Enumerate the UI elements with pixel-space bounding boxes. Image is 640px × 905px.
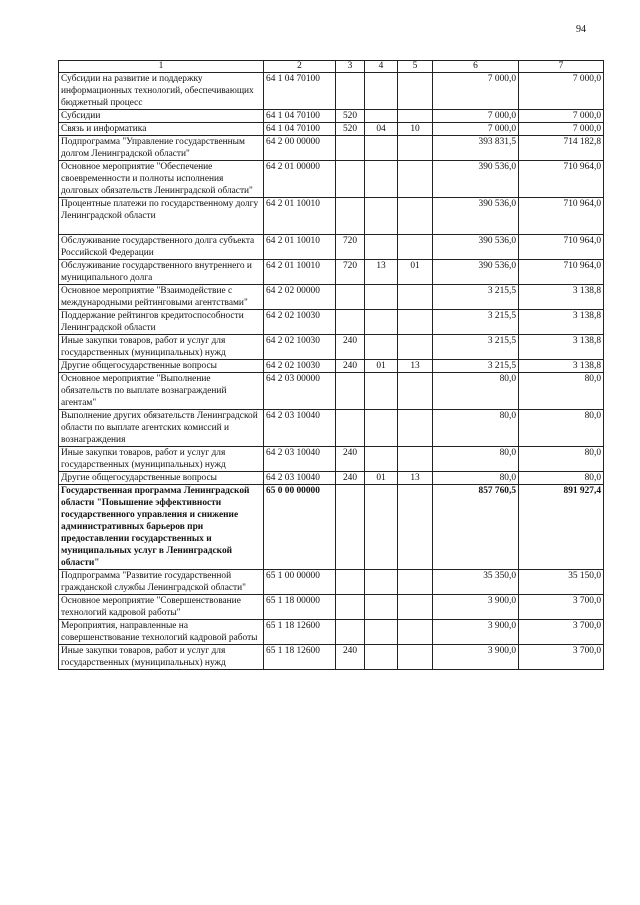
budget-table — [58, 60, 604, 670]
row-name: Основное мероприятие "Совершенствование технологий кадровой работы" — [59, 595, 264, 620]
row-expense-type: 520 — [336, 110, 365, 123]
row-code: 64 1 04 70100 — [264, 110, 336, 123]
row-subsection — [398, 310, 433, 335]
row-expense-type: 520 — [336, 123, 365, 136]
row-code: 64 2 02 10030 — [264, 310, 336, 335]
row-subsection — [398, 161, 433, 198]
row-code: 64 2 03 10040 — [264, 447, 336, 472]
row-name: Связь и информатика — [59, 123, 264, 136]
row-subsection — [398, 198, 433, 235]
row-code: 64 2 01 10010 — [264, 235, 336, 260]
row-amount-2: 35 150,0 — [519, 570, 604, 595]
row-subsection — [398, 645, 433, 670]
row-section — [365, 645, 398, 670]
row-expense-type — [336, 595, 365, 620]
column-header: 7 — [519, 61, 604, 73]
column-header: 1 — [59, 61, 264, 73]
row-amount-2: 80,0 — [519, 472, 604, 485]
row-section — [365, 620, 398, 645]
row-subsection: 01 — [398, 260, 433, 285]
row-expense-type: 240 — [336, 472, 365, 485]
row-expense-type — [336, 620, 365, 645]
row-section — [365, 161, 398, 198]
table-row — [59, 373, 604, 410]
table-row — [59, 110, 604, 123]
row-name: Поддержание рейтингов кредитоспособности Ленинградской области — [59, 310, 264, 335]
row-expense-type: 720 — [336, 235, 365, 260]
row-code: 64 1 04 70100 — [264, 73, 336, 110]
row-code: 64 2 00 00000 — [264, 136, 336, 161]
row-name: Выполнение других обязательств Ленинградской области по выплате агентских комиссий и вознаграждения — [59, 410, 264, 447]
row-name: Иные закупки товаров, работ и услуг для государственных (муниципальных) нужд — [59, 645, 264, 670]
row-name: Другие общегосударственные вопросы — [59, 472, 264, 485]
row-code: 64 1 04 70100 — [264, 123, 336, 136]
row-section — [365, 595, 398, 620]
row-subsection — [398, 570, 433, 595]
row-expense-type — [336, 485, 365, 570]
row-code: 65 1 18 00000 — [264, 595, 336, 620]
row-expense-type — [336, 198, 365, 235]
row-amount-2: 7 000,0 — [519, 73, 604, 110]
row-expense-type: 720 — [336, 260, 365, 285]
row-amount-2: 3 138,8 — [519, 285, 604, 310]
column-header: 2 — [264, 61, 336, 73]
row-subsection — [398, 73, 433, 110]
row-amount-1: 35 350,0 — [433, 570, 519, 595]
row-name: Субсидии на развитие и поддержку информационных технологий, обеспечивающих бюджетный процесс — [59, 73, 264, 110]
column-header: 5 — [398, 61, 433, 73]
row-amount-1: 3 900,0 — [433, 645, 519, 670]
row-section — [365, 136, 398, 161]
row-section — [365, 410, 398, 447]
row-name: Основное мероприятие "Взаимодействие с международными рейтинговыми агентствами" — [59, 285, 264, 310]
row-amount-2: 3 138,8 — [519, 360, 604, 373]
row-section: 01 — [365, 360, 398, 373]
row-code: 64 2 01 10010 — [264, 260, 336, 285]
row-code: 64 2 01 00000 — [264, 161, 336, 198]
row-code: 65 1 00 00000 — [264, 570, 336, 595]
row-subsection — [398, 136, 433, 161]
row-name: Процентные платежи по государственному долгу Ленинградской области — [59, 198, 264, 235]
row-section — [365, 373, 398, 410]
table-row — [59, 73, 604, 110]
row-amount-1: 7 000,0 — [433, 123, 519, 136]
row-amount-1: 3 215,5 — [433, 310, 519, 335]
table-row — [59, 198, 604, 235]
table-header-row — [59, 61, 604, 73]
row-subsection — [398, 285, 433, 310]
row-name: Основное мероприятие "Выполнение обязательств по выплате вознаграждений агентам" — [59, 373, 264, 410]
table-row — [59, 123, 604, 136]
row-amount-1: 3 215,5 — [433, 285, 519, 310]
table-row — [59, 410, 604, 447]
row-section — [365, 310, 398, 335]
row-amount-2: 710 964,0 — [519, 235, 604, 260]
row-amount-1: 390 536,0 — [433, 235, 519, 260]
row-name: Другие общегосударственные вопросы — [59, 360, 264, 373]
table-row — [59, 645, 604, 670]
row-amount-1: 393 831,5 — [433, 136, 519, 161]
table-row — [59, 620, 604, 645]
row-name: Мероприятия, направленные на совершенствование технологий кадровой работы — [59, 620, 264, 645]
row-expense-type — [336, 161, 365, 198]
row-expense-type — [336, 136, 365, 161]
row-section — [365, 447, 398, 472]
row-expense-type: 240 — [336, 360, 365, 373]
row-expense-type: 240 — [336, 645, 365, 670]
row-section — [365, 198, 398, 235]
row-amount-2: 80,0 — [519, 373, 604, 410]
row-subsection — [398, 595, 433, 620]
row-section: 04 — [365, 123, 398, 136]
table-row — [59, 310, 604, 335]
row-code: 64 2 03 10040 — [264, 472, 336, 485]
row-subsection: 13 — [398, 472, 433, 485]
column-header: 4 — [365, 61, 398, 73]
row-amount-1: 80,0 — [433, 373, 519, 410]
table-body — [59, 73, 604, 670]
row-amount-1: 3 900,0 — [433, 620, 519, 645]
row-expense-type — [336, 73, 365, 110]
row-amount-2: 714 182,8 — [519, 136, 604, 161]
row-subsection — [398, 373, 433, 410]
column-header: 3 — [336, 61, 365, 73]
table-row — [59, 595, 604, 620]
row-amount-2: 7 000,0 — [519, 110, 604, 123]
table-row — [59, 472, 604, 485]
row-amount-2: 3 138,8 — [519, 335, 604, 360]
row-code: 64 2 02 00000 — [264, 285, 336, 310]
row-name: Иные закупки товаров, работ и услуг для государственных (муниципальных) нужд — [59, 335, 264, 360]
row-name: Государственная программа Ленинградской области "Повышение эффективности государственного управления и снижение административных барьеров при предоставлении государственных и муниципальных услуг в Ленинградской области" — [59, 485, 264, 570]
row-amount-2: 710 964,0 — [519, 260, 604, 285]
row-amount-1: 390 536,0 — [433, 198, 519, 235]
table-row — [59, 485, 604, 570]
row-expense-type: 240 — [336, 335, 365, 360]
row-section — [365, 73, 398, 110]
row-amount-1: 3 215,5 — [433, 335, 519, 360]
row-subsection — [398, 410, 433, 447]
row-expense-type — [336, 285, 365, 310]
row-code: 65 1 18 12600 — [264, 620, 336, 645]
table-row — [59, 136, 604, 161]
table-row — [59, 360, 604, 373]
row-section — [365, 110, 398, 123]
table-row — [59, 235, 604, 260]
row-amount-2: 80,0 — [519, 410, 604, 447]
row-name: Обслуживание государственного долга субъекта Российской Федерации — [59, 235, 264, 260]
row-code: 65 1 18 12600 — [264, 645, 336, 670]
row-subsection — [398, 335, 433, 360]
row-subsection — [398, 447, 433, 472]
row-amount-2: 3 138,8 — [519, 310, 604, 335]
row-name: Иные закупки товаров, работ и услуг для государственных (муниципальных) нужд — [59, 447, 264, 472]
page-number: 94 — [576, 24, 586, 35]
row-name: Основное мероприятие "Обеспечение своевременности и полноты исполнения долговых обязательств Ленинградской области" — [59, 161, 264, 198]
row-section: 01 — [365, 472, 398, 485]
row-amount-1: 3 215,5 — [433, 360, 519, 373]
row-name: Обслуживание государственного внутреннего и муниципального долга — [59, 260, 264, 285]
row-section: 13 — [365, 260, 398, 285]
row-amount-2: 891 927,4 — [519, 485, 604, 570]
table-row — [59, 570, 604, 595]
row-subsection — [398, 620, 433, 645]
row-subsection: 13 — [398, 360, 433, 373]
row-section — [365, 285, 398, 310]
row-amount-2: 3 700,0 — [519, 645, 604, 670]
row-subsection — [398, 110, 433, 123]
table-row — [59, 447, 604, 472]
row-amount-2: 7 000,0 — [519, 123, 604, 136]
row-expense-type — [336, 310, 365, 335]
column-header: 6 — [433, 61, 519, 73]
table-row — [59, 161, 604, 198]
row-expense-type — [336, 570, 365, 595]
table-row — [59, 285, 604, 310]
table-row — [59, 335, 604, 360]
row-code: 65 0 00 00000 — [264, 485, 336, 570]
row-section — [365, 485, 398, 570]
row-expense-type: 240 — [336, 447, 365, 472]
row-amount-1: 80,0 — [433, 410, 519, 447]
row-section — [365, 335, 398, 360]
row-expense-type — [336, 410, 365, 447]
row-amount-1: 390 536,0 — [433, 260, 519, 285]
row-expense-type — [336, 373, 365, 410]
row-amount-1: 7 000,0 — [433, 73, 519, 110]
row-section — [365, 570, 398, 595]
row-subsection — [398, 485, 433, 570]
row-code: 64 2 02 10030 — [264, 360, 336, 373]
row-amount-1: 3 900,0 — [433, 595, 519, 620]
row-amount-2: 3 700,0 — [519, 595, 604, 620]
row-amount-1: 7 000,0 — [433, 110, 519, 123]
row-code: 64 2 03 10040 — [264, 410, 336, 447]
row-subsection — [398, 235, 433, 260]
row-amount-2: 80,0 — [519, 447, 604, 472]
row-code: 64 2 02 10030 — [264, 335, 336, 360]
row-code: 64 2 01 10010 — [264, 198, 336, 235]
row-amount-1: 390 536,0 — [433, 161, 519, 198]
row-amount-1: 857 760,5 — [433, 485, 519, 570]
row-section — [365, 235, 398, 260]
row-amount-2: 3 700,0 — [519, 620, 604, 645]
row-name: Подпрограмма "Развитие государственной гражданской службы Ленинградской области" — [59, 570, 264, 595]
row-amount-2: 710 964,0 — [519, 161, 604, 198]
row-amount-1: 80,0 — [433, 447, 519, 472]
row-subsection: 10 — [398, 123, 433, 136]
row-amount-1: 80,0 — [433, 472, 519, 485]
row-name: Субсидии — [59, 110, 264, 123]
row-code: 64 2 03 00000 — [264, 373, 336, 410]
row-name: Подпрограмма "Управление государственным долгом Ленинградской области" — [59, 136, 264, 161]
row-amount-2: 710 964,0 — [519, 198, 604, 235]
table-row — [59, 260, 604, 285]
